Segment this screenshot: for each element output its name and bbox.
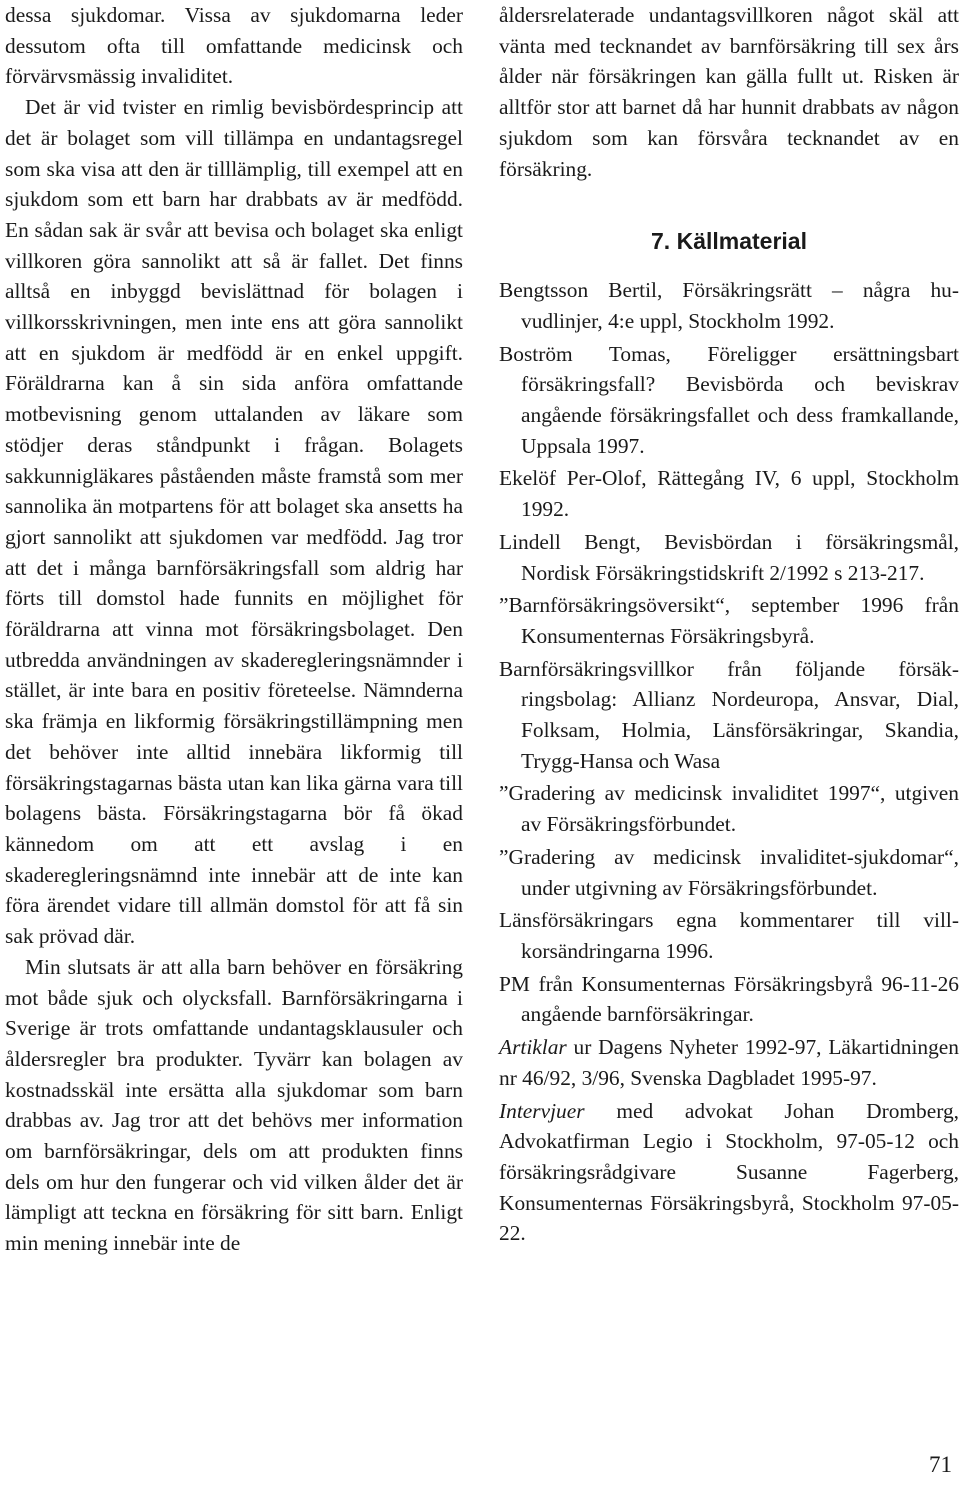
reference-list: [499, 275, 959, 1249]
section-heading-sources: 7. Källmaterial: [651, 228, 807, 255]
reference-item: Bengtsson Bertil, Försäkringsrätt – några huvudlinjer, 4:e uppl, Stockholm 1992.: [499, 278, 959, 333]
reference-item: ”Gradering av medicinsk invaliditet 1997“, utgiven av Försäkringsförbundet.: [499, 781, 959, 837]
reference-item: Boström Tomas, Föreligger ersättningsbart försäkringsfall? Bevisbörda och beviskrav angående försäkringsfallet och dess framkallande, Uppsala 1997.: [499, 341, 959, 458]
articles-label: Artiklar: [499, 1035, 567, 1060]
reference-item: Barnförsäkringsvillkor från följande försäkringsbolag: Allianz Nordeuropa, Ansvar, Dial, Folksam, Holmia, Länsförsäkringar, Skandia, Trygg-Hansa och Wasa: [499, 656, 959, 773]
page-number: 71: [929, 1452, 952, 1477]
interviews-label: Intervjuer: [499, 1098, 585, 1123]
articles-text: ur Dagens Nyheter 1992-97, Läkartidningen nr 46/92, 3/96, Svenska Dagbladet 1995-97.: [499, 1035, 959, 1090]
reference-item: Ekelöf Per-Olof, Rättegång IV, 6 uppl, Stockholm 1992.: [499, 466, 959, 522]
reference-articles: [499, 1032, 959, 1093]
reference-item: Länsförsäkringars egna kommentarer till villkorsändringarna 1996.: [499, 908, 959, 963]
paragraph-conclusion: Min slutsats är att alla barn behöver en försäkring mot både sjuk och olycksfall. Barnförsäkringarna i Sverige är trots omfattande undantagsklausuler och åldersregler bra produkter. Tyvärr kan bolagen av kostnadsskäl inte ersätta alla sjukdomar som barn drabbas av. Jag tror att det behövs mer information om barnförsäkringar, dels om att produkten finns dels om hur den fungerar och vid vilken ålder det är lämpligt att teckna en försäkring för sitt barn. Enligt min mening innebär inte de: [5, 954, 463, 1256]
reference-item: ”Barnförsäkringsöversikt“, september 1996 från Konsumenternas Försäkringsbyrå.: [499, 593, 959, 648]
left-column: [5, 0, 463, 1259]
reference-item: Lindell Bengt, Bevisbördan i försäkringsmål, Nordisk Försäkringstidskrift 2/1992 s 213-217.: [499, 529, 959, 585]
interviews-text: med advokat Johan Dromberg, Advokatfirman Legio i Stockholm, 97-05-12 och försäkringsrådgivare Susanne Fagerberg, Konsumenternas Försäkringsbyrå, Stockholm 97-05-22.: [499, 1098, 959, 1246]
paragraph-age-conditions: åldersrelaterade undantagsvillkoren något skäl att vänta med tecknandet av barnförsäkring till sex års ålder när försäkringen kan gälla fullt ut. Risken är alltför stor att barnet då har hunnit drabbats av någon sjukdom som kan försvåra tecknandet av en försäkring.: [499, 3, 959, 181]
paragraph-burden-of-proof: Det är vid tvister en rimlig bevisbördesprincip att det är bolaget som vill tillämpa en undantagsregel som ska visa att den är tilllämplig, till exempel att en sjukdom som ett barn har drabbats av är medfödd. En sådan sak är svår att bevisa och bolaget ska enligt villkoren göra sannolikt att så är fallet. Det finns alltså en inbyggd bevislättnad för bolagen i villkorsskrivningen, men inte ens att göra sannolikt att en sjukdom är medfödd är en enkel uppgift. Föräldrarna kan å sin sida anföra omfattande motbevisning genom uttalanden av läkare som stödjer deras ståndpunkt i frågan. Bolagets sakkunnigläkares påståenden måste framstå som mer sannolika än motpartens för att bolaget ska ansetts ha gjort sannolikt att sjukdomen var medfödd. Jag tror att det i många barnförsäkringsfall som aldrig har förts till domstol hade funnits en möjlighet för föräldrarna att vinna mot försäkringsbolaget. Den utbredda användningen av skaderegleringsnämnder i stället, är inte bara en positiv företeelse. Nämnderna ska främja en likformig försäkringstillämpning men det behöver inte alltid innebära likformig till försäkringstagarnas bästa utan kan lika gärna vara till bolagens bästa. Försäkringstagarna bör få ökad kännedom om att ett avslag i en skaderegleringsnämnd inte innebär att de inte kan föra ärendet vidare till allmän domstol för att få sin sak prövad där.: [5, 95, 463, 949]
reference-item: ”Gradering av medicinsk invaliditet-sjukdomar“, under utgivning av Försäkringsförbundet.: [499, 844, 959, 900]
reference-interviews: [499, 1096, 959, 1250]
reference-item: PM från Konsumenternas Försäkringsbyrå 96-11-26 angående barnförsäkringar.: [499, 971, 959, 1027]
right-column: [499, 0, 959, 1249]
paragraph-intro: dessa sjukdomar. Vissa av sjukdomarna leder dessutom ofta till omfattande medicinsk och förvärvsmässig invaliditet.: [5, 3, 463, 89]
